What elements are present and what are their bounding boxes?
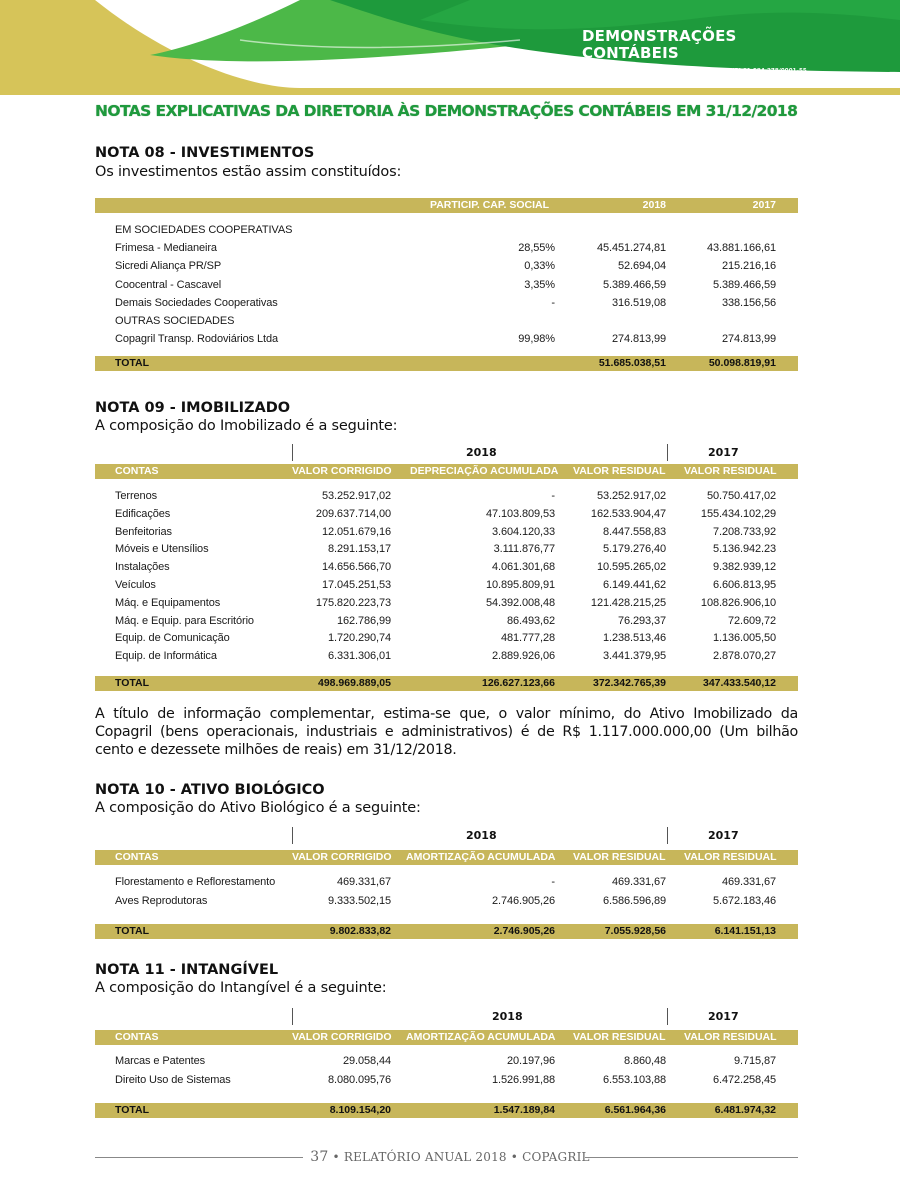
- nota10-col-contas: CONTAS: [115, 851, 159, 863]
- nota10-col-residual-2018: VALOR RESIDUAL: [573, 851, 666, 863]
- nota09-header-bar: [95, 464, 798, 479]
- row-label: Veículos: [115, 579, 156, 591]
- nota10-total-residual-2017: 6.141.151,13: [714, 925, 776, 937]
- row-value-2017: 338.156,56: [721, 296, 776, 309]
- row-residual-2017: 9.382.939,12: [712, 561, 776, 574]
- row-acumulada: 2.746.905,26: [491, 894, 555, 907]
- nota11-total-row: [95, 1103, 798, 1118]
- row-label: OUTRAS SOCIEDADES: [115, 315, 235, 327]
- row-participation: -: [551, 296, 555, 309]
- nota10-title: NOTA 10 - ATIVO BIOLÓGICO: [95, 782, 325, 798]
- row-acumulada: 3.111.876,77: [493, 543, 555, 556]
- table-row: [95, 650, 798, 667]
- row-valor-corrigido: 175.820.223,73: [315, 596, 391, 609]
- row-label: Equip. de Comunicação: [115, 632, 230, 645]
- table-row: [95, 260, 798, 277]
- row-residual-2018: 469.331,67: [611, 876, 666, 888]
- row-valor-corrigido: 29.058,44: [342, 1055, 391, 1067]
- table-row: [95, 508, 798, 525]
- row-value-2018: 5.389.466,59: [602, 278, 666, 291]
- nota08-header-bar: [95, 198, 798, 213]
- row-value-2017: 274.813,99: [721, 333, 776, 346]
- nota09-year-2017: 2017: [708, 446, 739, 459]
- row-residual-2017: 5.136.942.23: [712, 543, 776, 556]
- row-label: Equip. de Informática: [115, 650, 217, 663]
- table-row: [95, 242, 798, 259]
- row-label: Demais Sociedades Cooperativas: [115, 296, 278, 309]
- nota10-divider-right: [667, 827, 668, 844]
- row-acumulada: 54.392.008,48: [485, 596, 555, 609]
- row-residual-2018: 1.238.513,46: [602, 632, 666, 645]
- nota11-col-residual-2018: VALOR RESIDUAL: [573, 1031, 666, 1043]
- nota08-title: NOTA 08 - INVESTIMENTOS: [95, 145, 315, 161]
- table-row: [95, 561, 798, 578]
- nota11-col-corrigido: VALOR CORRIGIDO: [292, 1031, 392, 1043]
- row-value-2018: 316.519,08: [611, 296, 666, 309]
- footer-separator-1: •: [332, 1150, 340, 1164]
- nota11-divider-right: [667, 1008, 668, 1025]
- nota08-intro: Os investimentos estão assim constituídos:: [95, 164, 402, 180]
- nota10-total-residual-2018: 7.055.928,56: [604, 925, 666, 937]
- row-acumulada: 47.103.809,53: [485, 507, 555, 520]
- banner-title-line2: CONTÁBEIS: [582, 44, 679, 62]
- nota09-divider-right: [667, 444, 668, 461]
- row-residual-2018: 5.179.276,40: [602, 543, 666, 556]
- nota10-col-residual-2017: VALOR RESIDUAL: [684, 851, 777, 863]
- row-residual-2018: 53.252.917,02: [596, 490, 666, 502]
- table-row: [95, 1055, 798, 1072]
- table-row: [95, 632, 798, 649]
- row-residual-2018: 6.553.103,88: [602, 1073, 666, 1086]
- nota09-divider-left: [292, 444, 293, 461]
- table-row: [95, 315, 798, 332]
- nota08-total-row: [95, 356, 798, 371]
- banner-subtitle: COOPERATIVA AGROINDUSTRIAL COPAGRIL - CNPJ 81.584.278/0001-55: [583, 68, 807, 74]
- page-footer: [0, 1149, 900, 1165]
- row-acumulada: 4.061.301,68: [491, 561, 555, 574]
- table-row: [95, 579, 798, 596]
- row-label: Direito Uso de Sistemas: [115, 1073, 231, 1086]
- row-participation: 99,98%: [518, 333, 555, 346]
- nota10-divider-left: [292, 827, 293, 844]
- nota11-col-contas: CONTAS: [115, 1031, 159, 1043]
- nota09-complementary-paragraph: A título de informação complementar, estima-se que, o valor mínimo, do Ativo Imobilizado da Copagril (bens operacionais, industriais e administrativos) é de R$ 1.117.000.000,00 (Um bilhão cento e dezessete milhões de reais) em 31/12/2018.: [95, 706, 798, 758]
- row-acumulada: 2.889.926,06: [491, 650, 555, 663]
- footer-company-name: COPAGRIL: [522, 1150, 590, 1164]
- row-label: Coocentral - Cascavel: [115, 278, 222, 291]
- header-swoosh-graphic: [0, 0, 900, 95]
- nota11-divider-left: [292, 1008, 293, 1025]
- table-row: [95, 490, 798, 507]
- row-residual-2018: 3.441.379,95: [602, 650, 666, 663]
- nota09-col-residual-2017: VALOR RESIDUAL: [684, 465, 777, 477]
- table-row: [95, 279, 798, 296]
- nota09-col-corrigido: VALOR CORRIGIDO: [292, 465, 392, 477]
- row-residual-2017: 6.472.258,45: [712, 1073, 776, 1086]
- table-row: [95, 526, 798, 543]
- nota09-col-contas: CONTAS: [115, 465, 159, 477]
- row-residual-2017: 469.331,67: [721, 876, 776, 888]
- row-residual-2018: 162.533.904,47: [590, 507, 666, 520]
- nota09-col-residual-2018: VALOR RESIDUAL: [573, 465, 666, 477]
- row-acumulada: 3.604.120,33: [491, 525, 555, 538]
- row-label: EM SOCIEDADES COOPERATIVAS: [115, 224, 293, 236]
- nota09-total-corrigido: 498.969.889,05: [318, 677, 391, 689]
- table-row: [95, 876, 798, 893]
- nota10-total-label: TOTAL: [115, 925, 150, 937]
- footer-separator-2: •: [510, 1150, 519, 1164]
- row-valor-corrigido: 17.045.251,53: [321, 579, 391, 591]
- nota11-total-label: TOTAL: [115, 1104, 150, 1116]
- row-valor-corrigido: 469.331,67: [336, 876, 391, 888]
- nota11-total-residual-2017: 6.481.974,32: [714, 1104, 776, 1116]
- row-residual-2017: 1.136.005,50: [712, 632, 776, 645]
- nota10-header-bar: [95, 850, 798, 865]
- row-residual-2017: 5.672.183,46: [712, 894, 776, 907]
- row-value-2017: 5.389.466,59: [712, 278, 776, 291]
- nota09-intro: A composição do Imobilizado é a seguinte:: [95, 418, 398, 434]
- table-row: [95, 224, 798, 241]
- row-valor-corrigido: 8.080.095,76: [327, 1073, 391, 1086]
- row-participation: 0,33%: [524, 260, 555, 273]
- row-label: Terrenos: [115, 490, 157, 502]
- nota08-col-2018: 2018: [642, 199, 666, 211]
- row-valor-corrigido: 209.637.714,00: [315, 507, 391, 520]
- nota11-total-residual-2018: 6.561.964,36: [604, 1104, 666, 1116]
- row-valor-corrigido: 9.333.502,15: [327, 894, 391, 907]
- nota10-col-amortizacao: AMORTIZAÇÃO ACUMULADA: [406, 851, 556, 863]
- nota09-total-row: [95, 676, 798, 691]
- nota10-year-2017: 2017: [708, 829, 739, 842]
- row-acumulada: 10.895.809,91: [485, 579, 555, 591]
- row-acumulada: 86.493,62: [506, 614, 555, 627]
- table-row: [95, 615, 798, 632]
- row-participation: 3,35%: [524, 278, 555, 291]
- nota11-header-bar: [95, 1030, 798, 1045]
- table-row: [95, 895, 798, 912]
- table-row: [95, 1074, 798, 1091]
- row-valor-corrigido: 53.252.917,02: [321, 490, 391, 502]
- row-valor-corrigido: 1.720.290,74: [327, 632, 391, 645]
- nota09-year-2018: 2018: [466, 446, 497, 459]
- table-row: [95, 543, 798, 560]
- banner-title-line1: DEMONSTRAÇÕES: [582, 27, 737, 45]
- row-acumulada: 481.777,28: [500, 632, 555, 645]
- banner-title: [582, 28, 737, 62]
- nota08-col-2017: 2017: [752, 199, 776, 211]
- row-value-2018: 274.813,99: [611, 333, 666, 346]
- row-acumulada: 1.526.991,88: [491, 1073, 555, 1086]
- nota11-intro: A composição do Intangível é a seguinte:: [95, 980, 387, 996]
- nota09-total-label: TOTAL: [115, 677, 150, 689]
- page-heading: NOTAS EXPLICATIVAS DA DIRETORIA ÀS DEMONSTRAÇÕES CONTÁBEIS EM 31/12/2018: [95, 102, 798, 120]
- row-residual-2018: 10.595.265,02: [596, 561, 666, 574]
- nota10-total-row: [95, 924, 798, 939]
- row-residual-2017: 6.606.813,95: [712, 579, 776, 591]
- row-participation: 28,55%: [518, 242, 555, 255]
- row-acumulada: -: [551, 490, 555, 502]
- row-residual-2017: 9.715,87: [733, 1055, 776, 1067]
- row-residual-2018: 8.447.558,83: [602, 525, 666, 538]
- nota11-year-2017: 2017: [708, 1010, 739, 1023]
- row-residual-2018: 6.586.596,89: [602, 894, 666, 907]
- nota10-intro: A composição do Ativo Biológico é a seguinte:: [95, 800, 421, 816]
- row-label: Aves Reprodutoras: [115, 894, 208, 907]
- nota08-col-particip: PARTICIP. CAP. SOCIAL: [430, 199, 550, 211]
- nota09-total-residual-2017: 347.433.540,12: [703, 677, 776, 689]
- table-row: [95, 597, 798, 614]
- row-label: Frimesa - Medianeira: [115, 242, 217, 255]
- row-label: Instalações: [115, 561, 170, 574]
- nota08-total-label: TOTAL: [115, 357, 150, 369]
- row-residual-2017: 155.434.102,29: [700, 507, 776, 520]
- table-row: [95, 333, 798, 350]
- nota10-total-corrigido: 9.802.833,82: [329, 925, 391, 937]
- page-number: 37: [310, 1149, 329, 1165]
- nota08-total-2018: 51.685.038,51: [598, 357, 666, 369]
- nota11-col-residual-2017: VALOR RESIDUAL: [684, 1031, 777, 1043]
- row-residual-2018: 6.149.441,62: [602, 579, 666, 591]
- nota09-total-depreciacao: 126.627.123,66: [482, 677, 555, 689]
- row-label: Máq. e Equipamentos: [115, 596, 221, 609]
- row-label: Marcas e Patentes: [115, 1055, 206, 1067]
- row-valor-corrigido: 162.786,99: [336, 614, 391, 627]
- row-label: Sicredi Aliança PR/SP: [115, 260, 222, 273]
- row-residual-2017: 2.878.070,27: [712, 650, 776, 663]
- row-label: Benfeitorias: [115, 525, 172, 538]
- row-label: Móveis e Utensílios: [115, 543, 209, 556]
- nota11-title: NOTA 11 - INTANGÍVEL: [95, 962, 279, 978]
- row-residual-2017: 50.750.417,02: [706, 490, 776, 502]
- nota09-total-residual-2018: 372.342.765,39: [593, 677, 666, 689]
- row-label: Edificações: [115, 507, 171, 520]
- row-acumulada: 20.197,96: [506, 1055, 555, 1067]
- row-label: Florestamento e Reflorestamento: [115, 876, 276, 888]
- footer-report-name: RELATÓRIO ANUAL 2018: [343, 1150, 507, 1164]
- nota08-total-2017: 50.098.819,91: [708, 357, 776, 369]
- nota10-total-amortizacao: 2.746.905,26: [493, 925, 555, 937]
- row-label: Máq. e Equip. para Escritório: [115, 614, 254, 627]
- row-label: Copagril Transp. Rodoviários Ltda: [115, 333, 279, 346]
- row-value-2017: 215.216,16: [721, 260, 776, 273]
- row-residual-2017: 72.609,72: [727, 614, 776, 627]
- nota09-title: NOTA 09 - IMOBILIZADO: [95, 400, 291, 416]
- nota11-col-amortizacao: AMORTIZAÇÃO ACUMULADA: [406, 1031, 556, 1043]
- header-banner: [0, 0, 900, 95]
- row-residual-2017: 108.826.906,10: [700, 596, 776, 609]
- row-valor-corrigido: 6.331.306,01: [327, 650, 391, 663]
- row-valor-corrigido: 14.656.566,70: [321, 561, 391, 574]
- row-value-2017: 43.881.166,61: [706, 242, 776, 255]
- nota11-total-amortizacao: 1.547.189,84: [493, 1104, 555, 1116]
- row-valor-corrigido: 8.291.153,17: [327, 543, 391, 556]
- nota11-total-corrigido: 8.109.154,20: [329, 1104, 391, 1116]
- row-acumulada: -: [551, 876, 555, 888]
- row-residual-2018: 8.860,48: [623, 1055, 666, 1067]
- row-value-2018: 45.451.274,81: [596, 242, 666, 255]
- table-row: [95, 297, 798, 314]
- row-valor-corrigido: 12.051.679,16: [321, 525, 391, 538]
- nota09-col-depreciacao: DEPRECIAÇÃO ACUMULADA: [410, 465, 559, 477]
- row-value-2018: 52.694,04: [617, 260, 666, 273]
- row-residual-2018: 76.293,37: [617, 614, 666, 627]
- nota11-year-2018: 2018: [492, 1010, 523, 1023]
- row-residual-2017: 7.208.733,92: [712, 525, 776, 538]
- nota10-year-2018: 2018: [466, 829, 497, 842]
- row-residual-2018: 121.428.215,25: [590, 596, 666, 609]
- nota10-col-corrigido: VALOR CORRIGIDO: [292, 851, 392, 863]
